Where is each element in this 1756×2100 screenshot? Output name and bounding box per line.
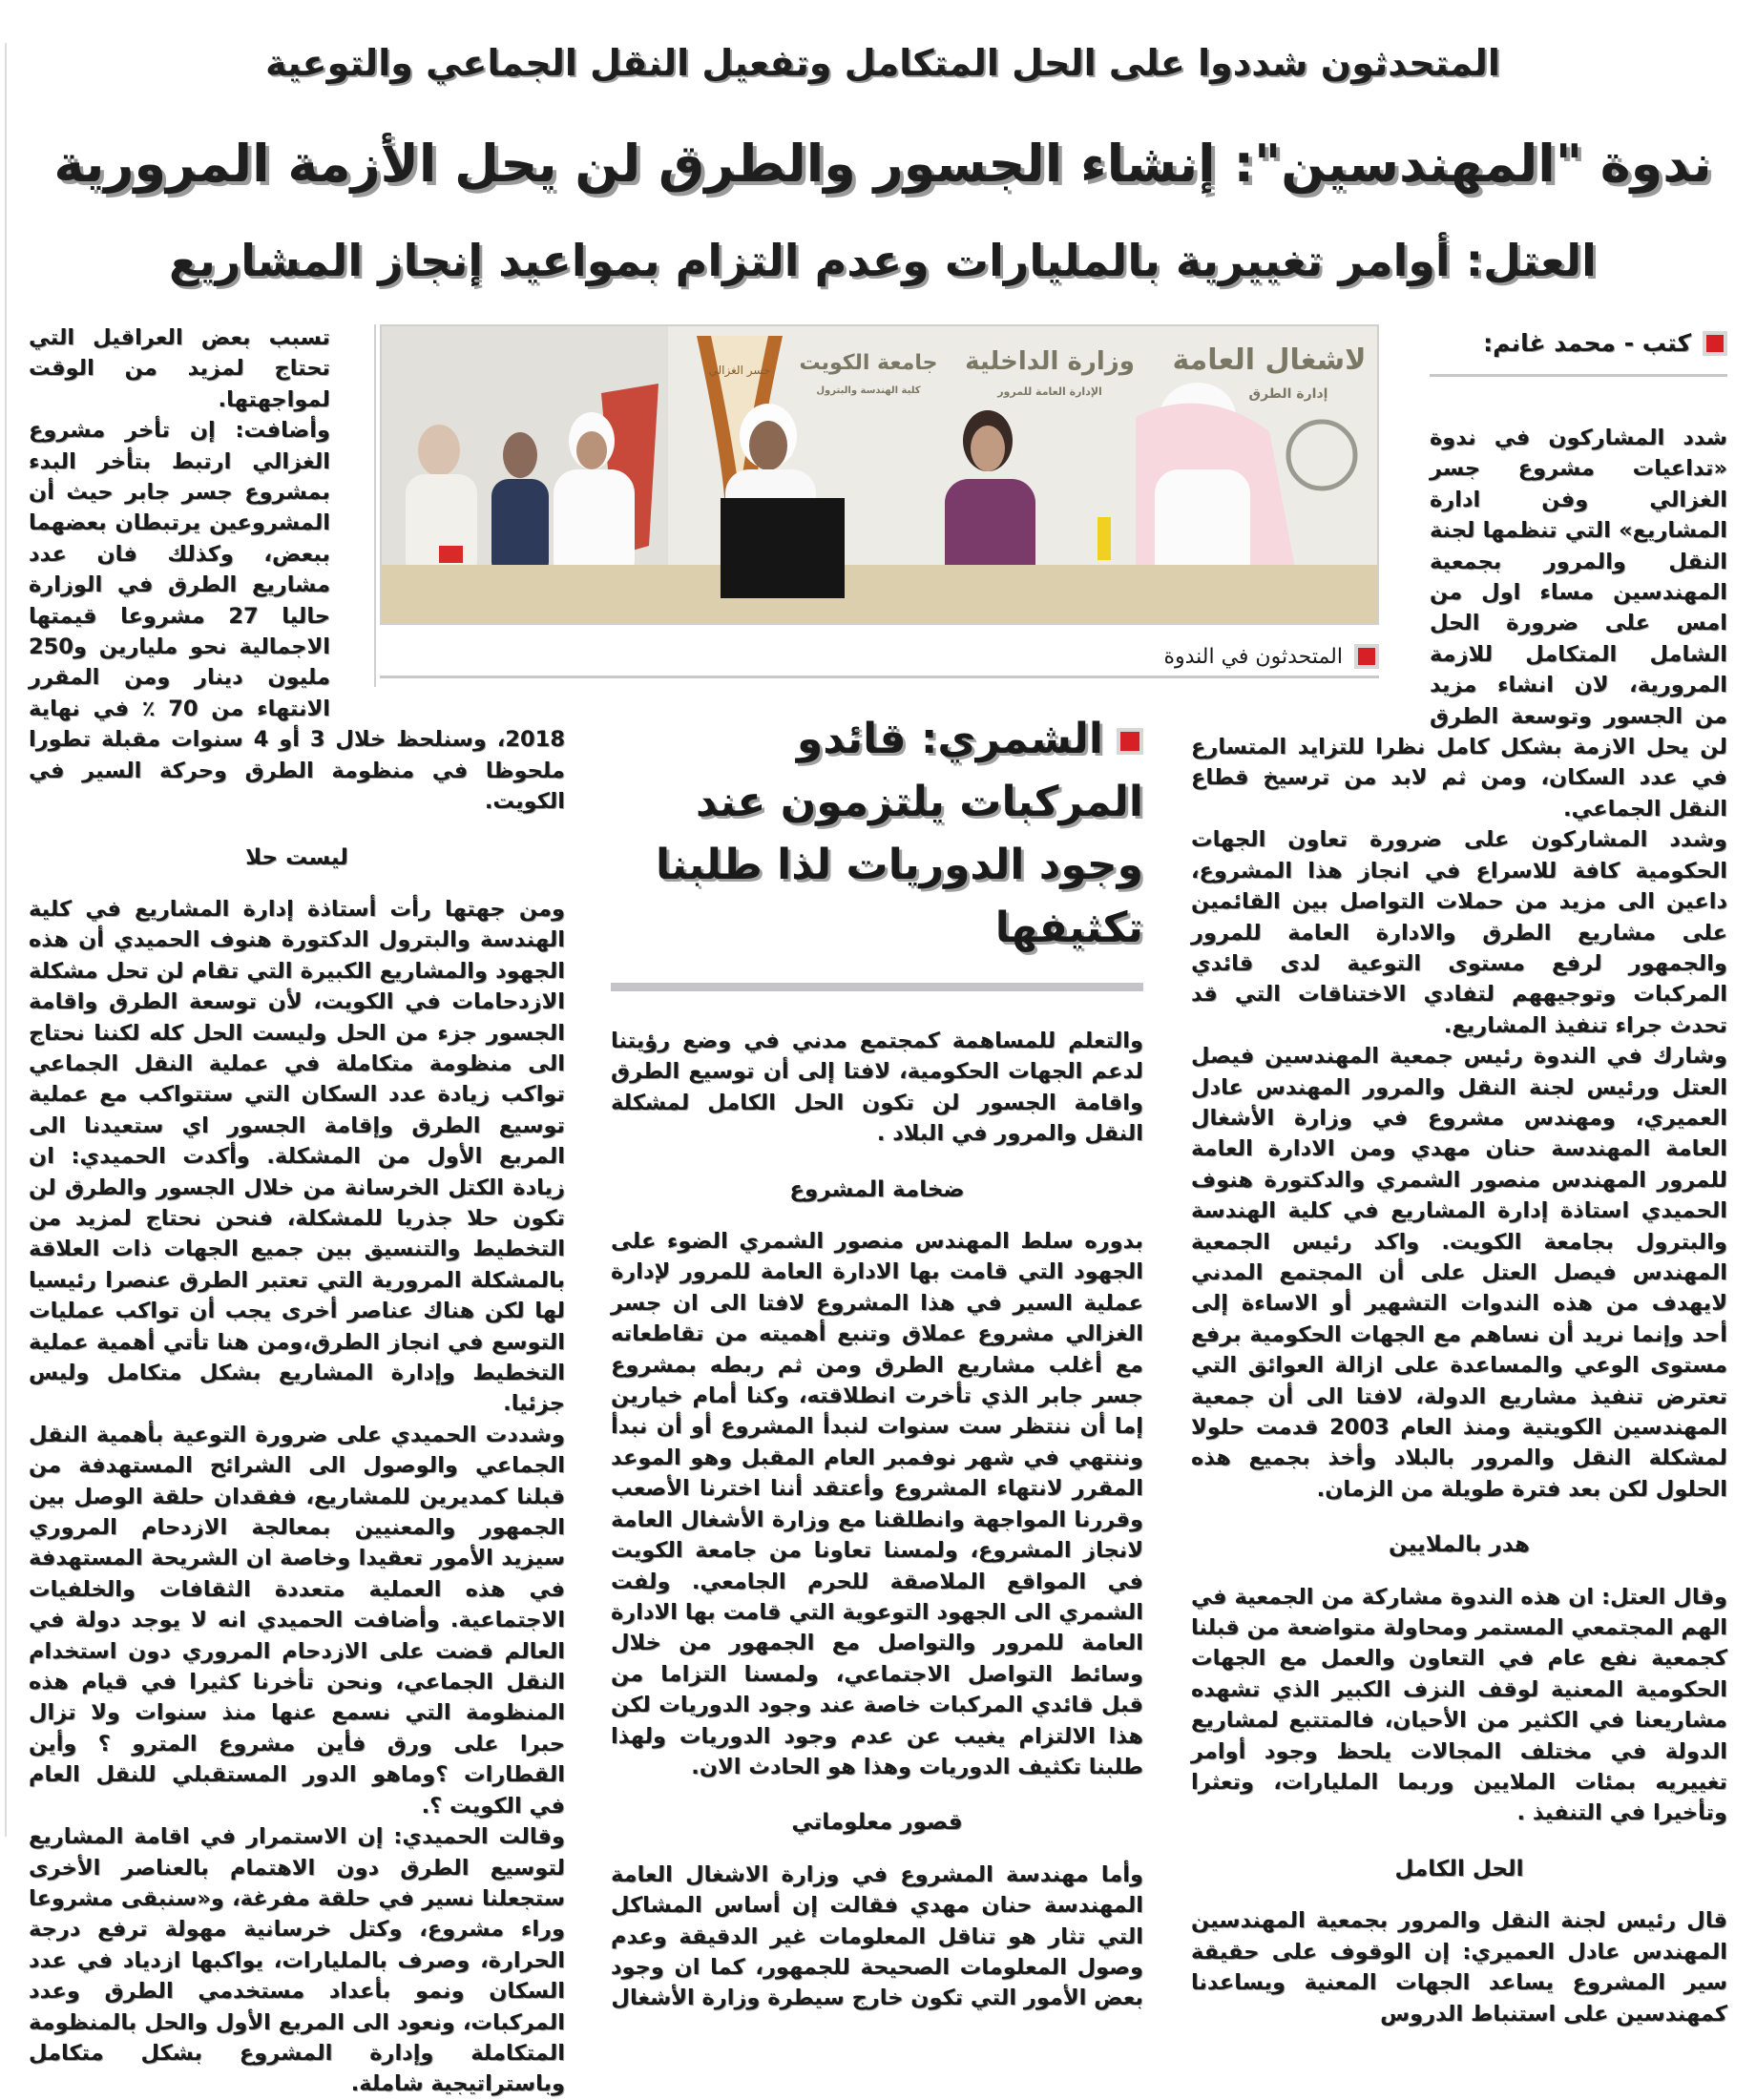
sidebar-headline xyxy=(611,708,1143,991)
microphone xyxy=(1098,517,1111,560)
article-paragraph: شدد المشاركون في ندوة «تداعيات مشروع جسر الغزالي وفن ادارة المشاريع» التي تنظمها لجنة النقل والمرور بجمعية المهندسين مساء اول من امس على ضرورة الحل الشامل المتكامل للازمة المرورية، لان انشاء مزيد من الجسور وتوسعة الطرق لن يحل الازمة بشكل كامل نظرا للتزايد المتسارع في عدد السكان، ومن ثم لابد من ترسيخ قطاع النقل الجماعي. xyxy=(1191,426,1727,821)
main-headline xyxy=(38,116,1727,212)
subheading: ليست حلا xyxy=(245,844,348,870)
red-square-bullet-icon xyxy=(1117,728,1143,755)
main-headline-text: ندوة "المهندسين": إنشاء الجسور والطرق لن يحل الأزمة المرورية xyxy=(53,134,1712,194)
banner-text: الإدارة العامة للمرور xyxy=(997,385,1102,398)
middle-column xyxy=(611,708,1143,2014)
page-border-line xyxy=(5,43,7,1837)
banner-text: وزارة الداخلية xyxy=(965,347,1135,376)
banner-text: جامعة الكويت xyxy=(799,351,938,375)
laptop xyxy=(721,498,845,598)
byline xyxy=(1430,324,1727,377)
banner-text: لاشغال العامة xyxy=(1172,343,1367,377)
article-paragraph: وأما مهندسة المشروع في وزارة الاشغال العامة المهندسة حنان مهدي فقالت إن أساس المشاكل التي تثار هو تناقل المعلومات غير الدقيقة وعدم وصول المعلومات الصحيحة للجمهور، كما ان وجود بعض الأمور التي تكون خارج سيطرة وزارة الأشغال xyxy=(611,1861,1143,2011)
subheading: الحل الكامل xyxy=(1394,1856,1524,1882)
red-square-bullet-icon xyxy=(1703,331,1727,356)
red-square-bullet-icon xyxy=(1354,644,1379,669)
byline-text: كتب - محمد غانم: xyxy=(1483,328,1691,357)
article-paragraph: وشددت الحميدي على ضرورة التوعية بأهمية النقل الجماعي والوصول الى الشرائح المستهدفة من قبلنا كمديرين للمشاريع، ففقدان حلقة الوصل بين الجمهور والمعنيين بمعالجة الازدحام المروري سيزيد الأمور تعقيدا وخاصة ان الشريحة المستهدفة في هذه العملية متعددة الثقافات والخلفيات الاجتماعية. وأضافت الحميدي انه لا يوجد دولة في العالم قضت على الازدحام المروري دون استخدام النقل الجماعي، ونحن تأخرنا كثيرا في قيام هذه المنظومة التي نسمع عنها منذ سنوات ولا تزال حبرا على ورق فأين مشروع المترو ؟ وأين القطارات ؟وماهو الدور المستقبلي للنقل العام في الكويت ؟. xyxy=(29,1422,565,1819)
banner-text: إدارة الطرق xyxy=(1248,386,1328,402)
kicker-headline-text: المتحدثون شددوا على الحل المتكامل وتفعيل النقل الجماعي والتوعية xyxy=(265,42,1500,84)
photo-caption-text: المتحدثون في الندوة xyxy=(1163,644,1343,669)
kicker-headline xyxy=(38,32,1727,94)
subheading: قصور معلوماتي xyxy=(791,1810,963,1836)
logo-text: جسر الغزالي xyxy=(708,364,771,377)
layout-spacer xyxy=(334,322,565,716)
left-column xyxy=(29,322,565,2100)
banner-text: كلية الهندسة والبترول xyxy=(816,385,921,396)
sidebar-headline-text: الشمري: قائدو المركبات يلتزمون عند وجود الدوريات لذا طلبنا تكثيفها xyxy=(655,715,1143,952)
subheading: ضخامة المشروع xyxy=(789,1176,965,1202)
article-paragraph: وأضافت: إن تأخر مشروع الغزالي ارتبط بتأخر البدء بمشروع جسر جابر حيث أن المشروعين يرتبطان بعضهما ببعض، وكذلك فان عدد مشاريع الطرق في الوزارة حاليا 27 مشروعا قيمتها الاجمالية نحو مليارين و250 مليون دينار ومن المقرر الانتهاء من 70 ٪ في نهاية 2018، وسنلحظ خلال 3 أو 4 سنوات مقبلة تطورا ملحوظا في منظومة الطرق وحركة السير في الكويت. xyxy=(29,418,565,815)
article-paragraph: وقال العتل: ان هذه الندوة مشاركة من الجمعية في الهم المجتمعي المستمر ومحاولة متواضعة من قبلنا كجمعية نفع عام في التعاون والعمل مع الجهات الحكومية المعنية لوقف النزف الكبير الذي تشهده مشاريعنا في الكثير من الأحيان، فالمتتبع لمشاريع الدولة في مختلف المجالات يلحظ وجود أوامر تغييريه بمئات الملايين وربما المليارات، وتعثرا وتأخيرا في التنفيذ . xyxy=(1191,1584,1727,1826)
article-paragraph: والتعلم للمساهمة كمجتمع مدني في وضع رؤيتنا لدعم الجهات الحكومية، لافتا إلى أن توسيع الطرق واقامة الجسور لن تكون الحل الكامل لمشكلة النقل والمرور في البلاد . xyxy=(611,1029,1143,1147)
article-paragraph: وشدد المشاركون على ضرورة تعاون الجهات الحكومية كافة للاسراع في انجاز هذا المشروع، داعين الى مزيد من حملات التواصل بين القائمين على مشاريع الطرق والادارة العامة للمرور والجمهور لرفع مستوى التوعية لدى قائدي المركبات وتوجيههم لتفادي الاختناقات التي قد تحدث جراء تنفيذ المشاريع. xyxy=(1191,827,1727,1038)
article-paragraph: قال رئيس لجنة النقل والمرور بجمعية المهندسين المهندس عادل العميري: إن الوقوف على حقيقة سير المشروع يساعد الجهات المعنية ويساعدنا كمهندسين على استنباط الدروس xyxy=(1191,1908,1727,2027)
article-paragraph: بدوره سلط المهندس منصور الشمري الضوء على الجهود التي قامت بها الادارة العامة للمرور لإدارة عملية السير في هذا المشروع لافتا الى ان جسر الغزالي مشروع عملاق وتنبع أهميته من تقاطعاته مع أغلب مشاريع الطرق ومن ثم ربطه بمشروع جسر جابر الذي تأخرت انطلاقته، وكنا أمام خيارين إما أن ننتظر ست سنوات لنبدأ المشروع أو أن نبدأ وننتهي في شهر نوفمبر العام المقبل وهو الموعد المقرر لانتهاء المشروع وأعتقد أننا اخترنا الأصعب وقررنا المواجهة وانطلقنا مع وزارة الأشغال العامة لانجاز المشروع، ولمسنا تعاونا من جامعة الكويت في المواقع الملاصقة للحرم الجامعي. ولفت الشمري الى الجهود التوعوية التي قامت بها الادارة العامة للمرور والتواصل مع الجمهور من خلال وسائط التواصل الاجتماعي، ولمسنا التزاما من قبل قائدي المركبات خاصة عند وجود الدوريات لكن هذا الالتزام يغيب عن عدم وجود الدوريات ولهذا طلبنا تكثيف الدوريات وهذا هو الحادث الان. xyxy=(611,1229,1143,1779)
subheading: هدر بالملايين xyxy=(1389,1532,1530,1558)
article-paragraph: وقالت الحميدي: إن الاستمرار في اقامة المشاريع لتوسيع الطرق دون الاهتمام بالعناصر الأخرى ستجعلنا نسير في حلقة مفرغة، و«سنبقى مشروعا وراء مشروع، وكتل خرسانية مهولة ترفع درجة الحرارة، وصرف بالمليارات، يواكبها ازدياد في عدد السكان ونمو بأعداد مستخدمي الطرق وعدد المركبات، ونعود الى المربع الأول والحل بالمنظومة المتكاملة وإدارة المشروع بشكل متكامل وباستراتيجية شاملة. xyxy=(29,1824,565,2097)
secondary-headline-text: العتل: أوامر تغييرية بالمليارات وعدم التزام بمواعيد إنجاز المشاريع xyxy=(169,235,1597,286)
secondary-headline xyxy=(38,225,1727,296)
article-paragraph: وشارك في الندوة رئيس جمعية المهندسين فيصل العتل ورئيس لجنة النقل والمرور المهندس عادل العميري، ومهندس مشروع في وزارة الأشغال العامة المهندسة حنان مهدي ومن الادارة العامة للمرور المهندس منصور الشمري والدكتورة هنوف الحميدي استاذة إدارة المشاريع في كلية الهندسة والبترول بجامعة الكويت. واكد رئيس الجمعية المهندس فيصل العتل على أن المجتمع المدني لايهدف من هذه الندوات التشهير أو الاساءة إلى أحد وإنما نريد أن نساهم مع الجهات الحكومية برفع مستوى الوعي والمساعدة على ازالة العوائق التي تعترض تنفيذ مشاريع الدولة، لافتا الى أن جمعية المهندسين الكويتية ومنذ العام 2003 قدمت حلولا لمشكلة النقل والمرور بالبلاد وأخذ بجميع هذه الحلول لكن بعد فترة طويلة من الزمان. xyxy=(1191,1044,1728,1502)
article-paragraph: تسبب بعض العراقيل التي تحتاج لمزيد من الوقت لمواجهتها. xyxy=(29,325,330,412)
article-paragraph: ومن جهتها رأت أستاذة إدارة المشاريع في كلية الهندسة والبترول الدكتورة هنوف الحميدي أن هذه الجهود والمشاريع الكبيرة التي تقام لن تحل مشكلة الازدحامات في الكويت، لأن توسعة الطرق واقامة الجسور جزء من الحل وليست الحل كله لكننا نحتاج الى منظومة متكاملة في عملية النقل الجماعي تواكب زيادة عدد السكان التي ستتواكب مع عملية توسيع الطرق وإقامة الجسور اي ستعيدنا الى المربع الأول من المشكلة. وأكدت الحميدي: ان زيادة الكتل الخرسانة من خلال الجسور والطرق لن تكون حلا جذريا للمشكلة، فنحن نحتاج لمزيد من التخطيط والتنسيق بين جميع الجهات ذات العلاقة بالمشكلة المرورية التي تعتبر الطرق عنصرا رئيسيا لها لكن هناك عناصر أخرى يجب أن تواكب عمليات التوسع في انجاز الطرق،ومن هنا تأتي أهمية عملية التخطيط وإدارة المشاريع بشكل متكامل وليس جزئيا. xyxy=(29,896,565,1417)
